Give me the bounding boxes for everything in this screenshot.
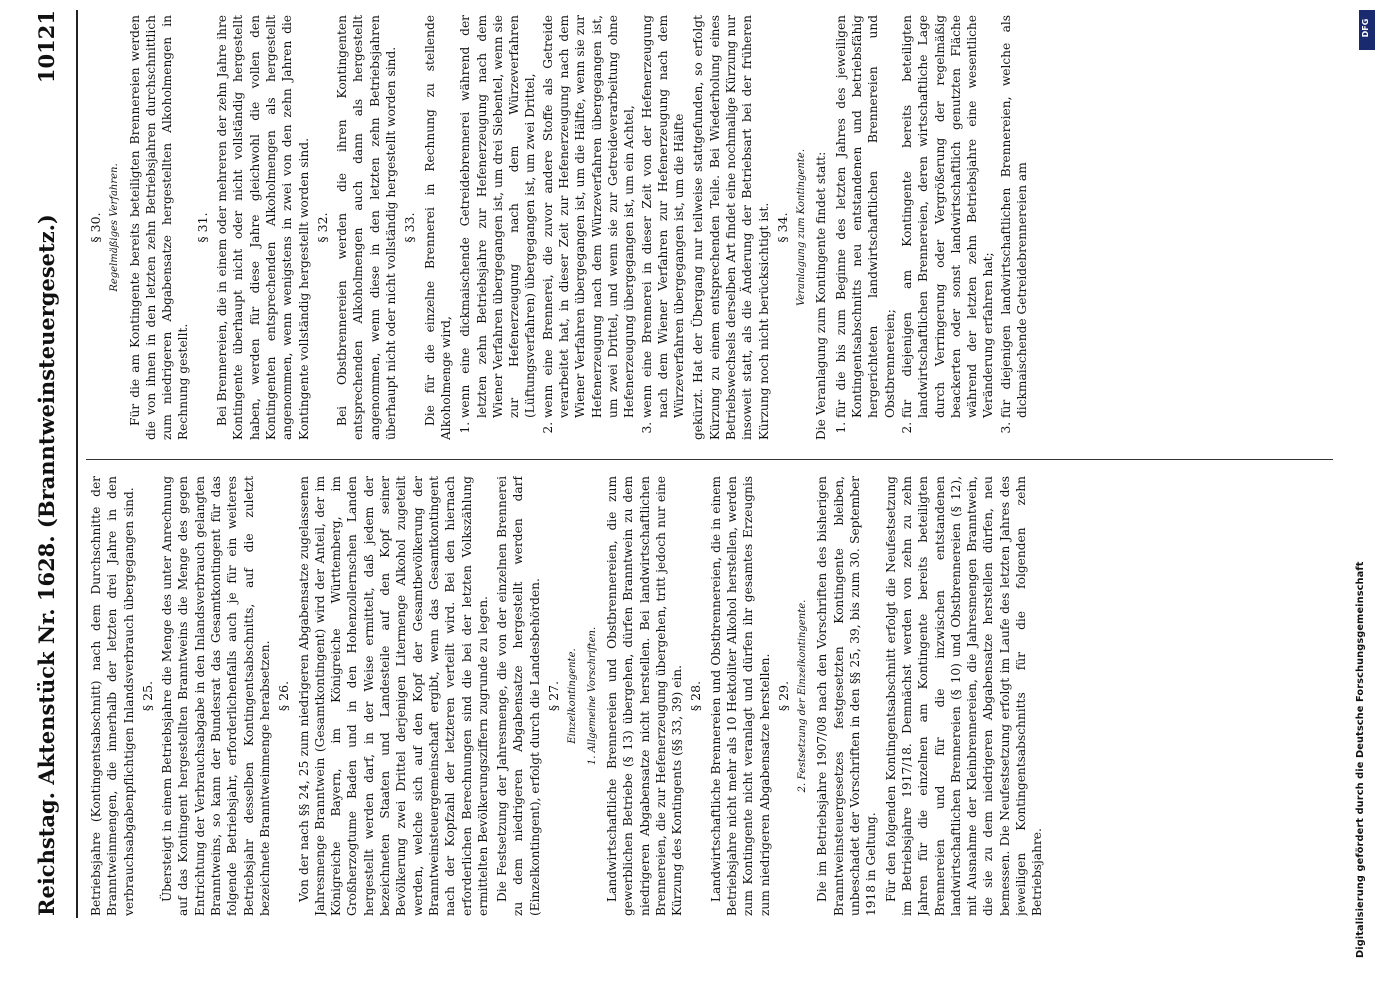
section-subheading: Einzelkontingente. — [567, 648, 579, 744]
section-subheading: 1. Allgemeine Vorschriften. — [586, 626, 598, 766]
section-heading: § 34. — [774, 212, 790, 243]
paragraph: Für die am Kontingente bereits beteiligten Brennereien werden die von ihnen in den letzten zehn Betriebsjahren durchschnittlich zum niedrigeren Abgabensatze hergestellten Alkoholmengen in Rechnung gestellt. — [127, 15, 191, 440]
list-item: 3. für diejenigen landwirtschaftlichen Brennereien, welche als dickmaischende Getreidebrennereien am — [998, 15, 1031, 418]
section-heading: § 33. — [402, 212, 418, 243]
paragraph: Für den folgenden Kontingentsabschnitt erfolgt die Neufestsetzung im Betriebsjahre 1917/18. Demnächst werden von zehn zu zehn Jahren für die einzelnen am Kontingente bereits beteiligten Brennereien und für die inzwischen entstandenen landwirtschaftlichen Brennereien (§ 10) und Obstbrennereien (§ 12), mit Ausnahme der Kleinbrennereien, die Jahresmengen Branntwein, die sie zu dem niedrigeren Abgabensatze herstellen dürfen, neu bemessen. Die Neufestsetzung erfolgt im Laufe des letzten Jahres des jeweiligen Kontingentsabschnitts für die folgenden zehn Betriebsjahre. — [883, 476, 1045, 916]
section-heading: § 30. — [88, 212, 103, 243]
dfg-logo: DFG — [1359, 10, 1375, 50]
numbered-list — [457, 15, 687, 440]
left-column — [88, 476, 1343, 916]
list-item: 2. wenn eine Brennerei, die zuvor andere Stoffe als Getreide verarbeitet hat, in dieser Zeit zur Hefenerzeugung nach dem Wiener Verfahren übergegangen ist, um die Hälfte, wenn sie zur Hefenerzeugung nach dem Würzeverfahren übergegangen ist, um zwei Drittel, und wenn sie zur Getreideverarbeitung ohne Hefenerzeugung übergegangen ist, um ein Achtel, — [540, 15, 638, 418]
list-item: 2. für diejenigen am Kontingente bereits beteiligten landwirtschaftlichen Brennereien, deren wirtschaftliche Lage durch Verringerung oder Vergrößerung der regelmäßig beackerten oder sonst landwirtschaftlich genutzten Fläche während der letzten zehn Betriebsjahre eine wesentliche Veränderung erfahren hat; — [899, 15, 997, 418]
paragraph: Die Festsetzung der Jahresmenge, die von der einzelnen Brennerei zu dem niedrigeren Abgabensatze hergestellt werden darf (Einzelkontingent), erfolgt durch die Landesbehörden. — [495, 476, 542, 916]
section-heading: § 31. — [194, 212, 210, 243]
paragraph: gekürzt. Hat der Übergang nur teilweise stattgefunden, so erfolgt Kürzung zu einem entsprechenden Teile. Bei Wiederholung eines Betriebswechsels derselben Art findet eine nochmalige Kürzung nur insoweit statt, als die Änderung der Betriebsart bei der früheren Kürzung noch nicht berücksichtigt ist. — [691, 15, 771, 440]
section-subheading: Regelmäßiges Verfahren. — [109, 163, 121, 292]
section-heading: § 25. — [139, 680, 155, 712]
numbered-list — [833, 15, 1031, 440]
paragraph: Übersteigt in einem Betriebsjahre die Menge des unter Anrechnung auf das Kontingent hergestellten Branntweins die Menge des gegen Entrichtung der Verbrauchsabgabe in den Inlandsverbrauch gelangten Branntweins, so kann der Bundesrat das Gesamtkontingent für das folgende Betriebsjahr, erforderlichenfalls auch je für ein weiteres Betriebsjahr desselben Kontingentsabschnitts, auf die zuletzt bezeichnete Branntweinmenge herabsetzen. — [160, 476, 272, 916]
paragraph: Bei Obstbrennereien werden die ihren Kontingenten entsprechenden Alkoholmengen auch dann als hergestellt angenommen, wenn diese in den letzten zehn Betriebsjahren überhaupt nicht oder nicht vollständig hergestellt worden sind. — [335, 15, 399, 440]
paragraph: Landwirtschaftliche Brennereien und Obstbrennereien, die in einem Betriebsjahre nicht mehr als 10 Hektoliter Alkohol herstellen, werden zum Kontingente nicht veranlagt und dürfen ihr gesamtes Erzeugnis zum niedrigeren Abgabensatze herstellen. — [708, 476, 772, 916]
paragraph: Landwirtschaftliche Brennereien und Obstbrennereien, die zum gewerblichen Betriebe (§ 13) übergehen, dürfen Branntwein zu dem niedrigeren Abgabensatze nicht herstellen. Bei landwirtschaftlichen Brennereien, die zur Hefenerzeugung übergehen, tritt jedoch nur eine Kürzung des Kontingents (§§ 33, 39) ein. — [604, 476, 685, 916]
section-subheading: 2. Festsetzung der Einzelkontingente. — [797, 599, 809, 793]
header-rule — [76, 10, 78, 918]
paragraph: Bei Brennereien, die in einem oder mehreren der zehn Jahre ihre Kontingente überhaupt nicht oder nicht vollständig hergestellt haben, werden für diese Jahre gleichwohl die vollen den Kontingenten entsprechenden Alkoholmengen als hergestellt angenommen, wenn wenigstens in zwei von den zehn Jahren die Kontingente vollständig hergestellt worden sind. — [215, 15, 311, 440]
section-heading: § 32. — [314, 212, 330, 243]
paragraph: Betriebsjahre (Kontingentsabschnitt) nach dem Durchschnitte der Branntweinmengen, die innerhalb der letzten drei Jahre in den verbrauchsabgabenpflichtigen Inlandsverbrauch übergegangen sind. — [89, 476, 136, 916]
running-header — [20, 0, 76, 1000]
section-heading: § 29. — [775, 680, 791, 712]
digitization-note — [1355, 58, 1383, 958]
column-divider — [86, 459, 1333, 460]
paragraph: Die im Betriebsjahre 1907/08 nach den Vorschriften des bisherigen Branntweinsteuergesetzes festgesetzten Kontingente bleiben, unbeschadet der Vorschriften in den §§ 25, 39, bis zum 30. September 1918 in Geltung. — [815, 476, 879, 916]
section-heading: § 27. — [546, 680, 562, 712]
paragraph: Von der nach §§ 24, 25 zum niedrigeren Abgabensatze zugelassenen Jahresmenge Branntwein (Gesamtkontingent) wird der Anteil, der im Königreiche Bayern, im Königreiche Württemberg, im Großherzogtume Baden und in den Hohenzollernschen Landen hergestellt werden darf, in der Weise ermittelt, daß jedem der bezeichneten Staaten und Landesteile auf den Kopf seiner Bevölkerung zwei Drittel derjenigen Litermenge Alkohol zugeteilt werden, welche sich auf den Kopf der Gesamtbevölkerung der Branntweinsteuergemeinschaft ergibt, wenn das Gesamtkontingent nach der Kopfzahl der letzteren verteilt wird. Bei den hiernach erforderlichen Berechnungen sind die bei der letzten Volkszählung ermittelten Bevölkerungsziffern zugrunde zu legen. — [296, 476, 490, 916]
digitization-text: Digitalisierung gefördert durch die Deutsche Forschungsgemeinschaft — [1355, 561, 1366, 958]
page-number: 10121 — [34, 10, 59, 84]
right-column — [88, 15, 1343, 440]
list-item: 3. wenn eine Brennerei in dieser Zeit von der Hefenerzeugung nach dem Wiener Verfahren zur Hefenerzeugung nach dem Würzeverfahren übergegangen ist, um die Hälfte — [639, 15, 688, 418]
paragraph: Die Veranlagung zum Kontingente findet statt: — [814, 151, 829, 440]
section-subheading: Veranlagung zum Kontingente. — [796, 149, 808, 306]
list-item: 1. für die bis zum Beginne des letzten Jahres des jeweiligen Kontingentsabschnitts neu entstandenen und betriebsfähig hergerichteten landwirtschaftlichen Brennereien und Obstbrennereien; — [833, 15, 898, 418]
section-heading: § 26. — [276, 680, 292, 712]
paragraph: Die für die einzelne Brennerei in Rechnung zu stellende Alkoholmenge wird, — [422, 15, 453, 440]
header-title: Reichstag. Aktenstück Nr. 1628. (Branntweinsteuergesetz.) — [34, 214, 59, 916]
section-heading: § 28. — [688, 680, 704, 712]
list-item: 1. wenn eine dickmaischende Getreidebrennerei während der letzten zehn Betriebsjahre zur Hefenerzeugung nach dem Wiener Verfahren übergegangen ist, um drei Siebentel, wenn sie zur Hefenerzeugung nach dem Würzeverfahren (Lüftungsverfahren) übergegangen ist, um zwei Drittel, — [457, 15, 538, 418]
